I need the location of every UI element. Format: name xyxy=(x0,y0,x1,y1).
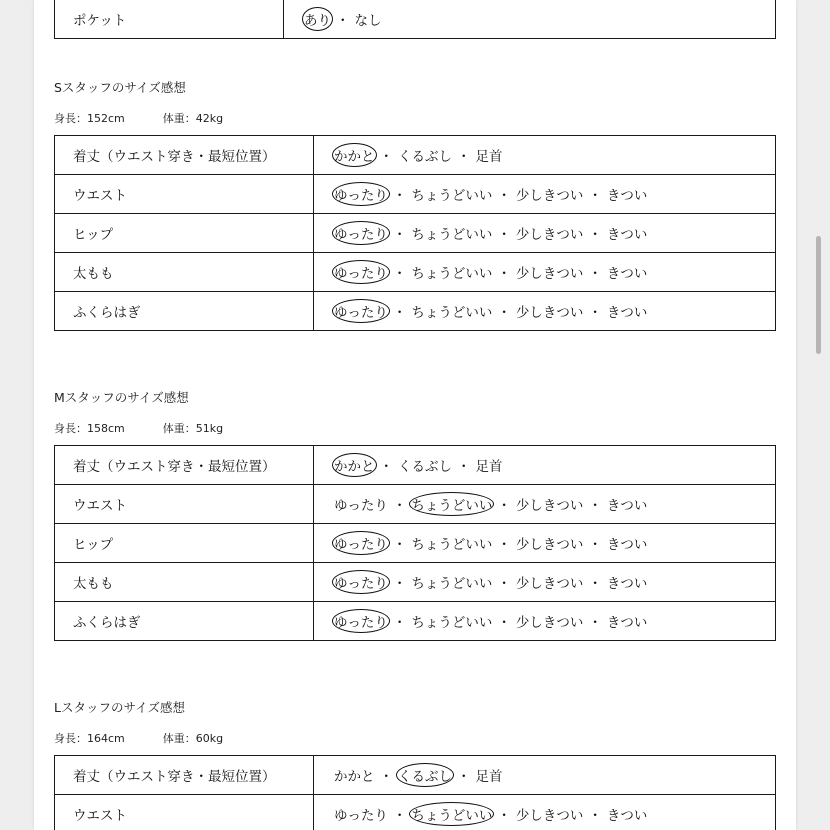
row-options xyxy=(314,292,776,331)
option: かかと xyxy=(334,769,375,785)
staff-stats xyxy=(54,110,223,126)
option-selected: あり xyxy=(302,7,333,31)
row-label: ウエスト xyxy=(55,175,314,214)
option: きつい xyxy=(606,576,648,592)
option: きつい xyxy=(606,537,648,553)
separator: ・ xyxy=(497,537,511,553)
row-options xyxy=(314,253,776,292)
option-selected: ゆったり xyxy=(332,221,390,245)
option-selected: ちょうどいい xyxy=(409,492,494,516)
option: 少しきつい xyxy=(515,188,584,204)
separator: ・ xyxy=(588,808,602,824)
row-options xyxy=(314,524,776,563)
separator: ・ xyxy=(392,808,407,824)
separator: ・ xyxy=(497,576,511,592)
table-row xyxy=(55,253,776,292)
row-label: 太もも xyxy=(55,563,314,602)
row-options xyxy=(314,795,776,830)
row-label: 着丈（ウエスト穿き・最短位置） xyxy=(55,446,314,485)
separator: ・ xyxy=(588,227,602,243)
separator: ・ xyxy=(336,13,350,29)
option: ちょうどいい xyxy=(411,305,493,321)
separator: ・ xyxy=(588,266,602,282)
option: きつい xyxy=(606,615,648,631)
option: ちょうどいい xyxy=(411,615,493,631)
pocket-options xyxy=(284,0,776,39)
option: ちょうどいい xyxy=(411,188,493,204)
table-row xyxy=(55,795,776,830)
separator: ・ xyxy=(379,149,393,165)
option: くるぶし xyxy=(398,149,452,165)
separator: ・ xyxy=(588,188,602,204)
option: 足首 xyxy=(475,769,503,785)
table-row xyxy=(55,292,776,331)
size-table xyxy=(54,755,776,830)
option-selected: ゆったり xyxy=(332,299,390,323)
row-label: ふくらはぎ xyxy=(55,602,314,641)
separator: ・ xyxy=(379,769,393,785)
row-label: ヒップ xyxy=(55,214,314,253)
row-label: ウエスト xyxy=(55,485,314,524)
separator: ・ xyxy=(588,576,602,592)
separator: ・ xyxy=(392,188,407,204)
row-options xyxy=(314,563,776,602)
row-options xyxy=(314,602,776,641)
option: 少しきつい xyxy=(515,576,584,592)
table-row xyxy=(55,602,776,641)
option-selected: ゆったり xyxy=(332,609,390,633)
option: くるぶし xyxy=(398,459,452,475)
option-selected: ちょうどいい xyxy=(409,802,494,826)
row-label: ウエスト xyxy=(55,795,314,830)
separator: ・ xyxy=(392,266,407,282)
table-row xyxy=(55,446,776,485)
separator: ・ xyxy=(457,459,471,475)
option: ゆったり xyxy=(334,498,388,514)
row-label: 着丈（ウエスト穿き・最短位置） xyxy=(55,136,314,175)
row-label: ふくらはぎ xyxy=(55,292,314,331)
separator: ・ xyxy=(497,227,511,243)
pocket-table xyxy=(54,0,776,39)
separator: ・ xyxy=(588,498,602,514)
separator: ・ xyxy=(588,305,602,321)
section-title: Sスタッフのサイズ感想 xyxy=(54,80,186,95)
option-selected: ゆったり xyxy=(332,260,390,284)
separator: ・ xyxy=(497,305,511,321)
separator: ・ xyxy=(457,149,471,165)
option: きつい xyxy=(606,498,648,514)
option-selected: かかと xyxy=(332,143,377,167)
option: きつい xyxy=(606,305,648,321)
option: きつい xyxy=(606,266,648,282)
option: 少しきつい xyxy=(515,266,584,282)
option: 少しきつい xyxy=(515,498,584,514)
table-row xyxy=(55,214,776,253)
staff-height: 身長：164cm xyxy=(54,732,125,745)
row-options xyxy=(314,756,776,795)
table-row xyxy=(55,136,776,175)
option-pocket-no: なし xyxy=(354,13,382,29)
option: ゆったり xyxy=(334,808,388,824)
table-row xyxy=(55,0,776,39)
separator: ・ xyxy=(392,305,407,321)
option: 足首 xyxy=(475,149,503,165)
table-row xyxy=(55,175,776,214)
row-options xyxy=(314,485,776,524)
staff-stats xyxy=(54,730,223,746)
document-page xyxy=(34,0,796,830)
separator: ・ xyxy=(392,615,407,631)
separator: ・ xyxy=(497,266,511,282)
option-selected: ゆったり xyxy=(332,182,390,206)
separator: ・ xyxy=(392,227,407,243)
staff-weight: 体重：42kg xyxy=(162,112,224,125)
separator: ・ xyxy=(497,188,511,204)
staff-height: 身長：158cm xyxy=(54,422,125,435)
option: ちょうどいい xyxy=(411,227,493,243)
separator: ・ xyxy=(497,615,511,631)
table-row xyxy=(55,563,776,602)
option: 少しきつい xyxy=(515,615,584,631)
separator: ・ xyxy=(457,769,471,785)
table-row xyxy=(55,485,776,524)
row-options xyxy=(314,175,776,214)
scrollbar-thumb[interactable] xyxy=(816,236,821,354)
separator: ・ xyxy=(392,498,407,514)
size-table xyxy=(54,445,776,641)
separator: ・ xyxy=(588,537,602,553)
separator: ・ xyxy=(379,459,393,475)
section-title: Mスタッフのサイズ感想 xyxy=(54,390,189,405)
option: ちょうどいい xyxy=(411,576,493,592)
option-selected: ゆったり xyxy=(332,531,390,555)
row-label: ヒップ xyxy=(55,524,314,563)
separator: ・ xyxy=(497,808,511,824)
separator: ・ xyxy=(392,576,407,592)
option-selected: くるぶし xyxy=(396,763,454,787)
separator: ・ xyxy=(588,615,602,631)
staff-stats xyxy=(54,420,223,436)
option: 少しきつい xyxy=(515,537,584,553)
table-row xyxy=(55,524,776,563)
separator: ・ xyxy=(497,498,511,514)
option: きつい xyxy=(606,227,648,243)
size-table xyxy=(54,135,776,331)
option: きつい xyxy=(606,808,648,824)
option: 少しきつい xyxy=(515,305,584,321)
section-title: Lスタッフのサイズ感想 xyxy=(54,700,185,715)
table-row xyxy=(55,756,776,795)
row-label: 着丈（ウエスト穿き・最短位置） xyxy=(55,756,314,795)
option: ちょうどいい xyxy=(411,266,493,282)
option: 足首 xyxy=(475,459,503,475)
row-label: 太もも xyxy=(55,253,314,292)
option-selected: かかと xyxy=(332,453,377,477)
staff-weight: 体重：60kg xyxy=(162,732,224,745)
row-options xyxy=(314,214,776,253)
option: 少しきつい xyxy=(515,227,584,243)
option: 少しきつい xyxy=(515,808,584,824)
staff-height: 身長：152cm xyxy=(54,112,125,125)
option-selected: ゆったり xyxy=(332,570,390,594)
row-options xyxy=(314,136,776,175)
row-options xyxy=(314,446,776,485)
staff-weight: 体重：51kg xyxy=(162,422,224,435)
option: ちょうどいい xyxy=(411,537,493,553)
pocket-label: ポケット xyxy=(55,0,284,39)
separator: ・ xyxy=(392,537,407,553)
option: きつい xyxy=(606,188,648,204)
